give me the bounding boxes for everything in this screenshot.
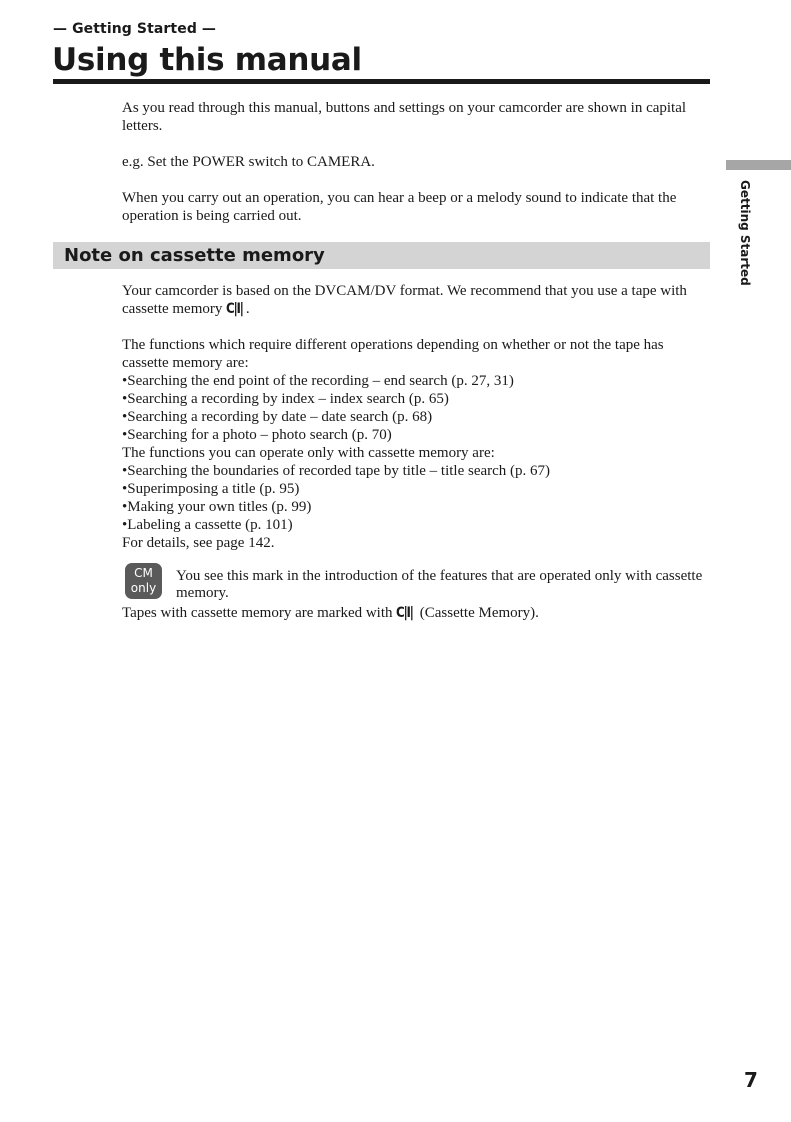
list-item: •Searching a recording by date – date search (p. 68) bbox=[122, 409, 433, 425]
functions-block bbox=[122, 336, 712, 552]
cassette-intro-end: . bbox=[245, 301, 250, 317]
cm-only-badge-icon: CM only bbox=[125, 563, 162, 599]
list-item: •Labeling a cassette (p. 101) bbox=[122, 517, 293, 533]
page-number: 7 bbox=[744, 1068, 758, 1092]
list2-intro: The functions you can operate only with cassette memory are: bbox=[122, 445, 495, 461]
list1-intro: The functions which require different operations depending on whether or not the tape has cassette memory are: bbox=[122, 337, 664, 371]
list-item: •Searching the end point of the recording – end search (p. 27, 31) bbox=[122, 373, 514, 389]
list-item: •Superimposing a title (p. 95) bbox=[122, 481, 300, 497]
list-item: •Searching the boundaries of recorded tape by title – title search (p. 67) bbox=[122, 463, 551, 479]
intro-paragraph-1: As you read through this manual, buttons and settings on your camcorder are shown in capital letters. bbox=[122, 100, 687, 134]
list-item: •Searching a recording by index – index search (p. 65) bbox=[122, 391, 449, 407]
cassette-memory-icon: C|I| bbox=[396, 605, 414, 621]
tapes-note: Tapes with cassette memory are marked with C|I| (Cassette Memory). bbox=[122, 605, 539, 621]
list-item: •Searching for a photo – photo search (p. 70) bbox=[122, 427, 392, 443]
section-label: — Getting Started — bbox=[53, 21, 217, 37]
side-tab-label: Getting Started bbox=[738, 180, 752, 286]
title-rule bbox=[53, 79, 710, 84]
section-heading: Note on cassette memory bbox=[64, 245, 325, 266]
details-reference: For details, see page 142. bbox=[122, 535, 275, 551]
page-title: Using this manual bbox=[52, 42, 362, 78]
list-item: •Making your own titles (p. 99) bbox=[122, 499, 312, 515]
side-tab-bar bbox=[726, 160, 791, 170]
cassette-intro-text: Your camcorder is based on the DVCAM/DV format. We recommend that you use a tape with cassette memory bbox=[122, 283, 687, 317]
cassette-memory-icon: C|I| bbox=[226, 301, 243, 317]
badge-explanation: You see this mark in the introduction of the features that are operated only with cassette memory. bbox=[176, 568, 703, 601]
intro-paragraph-2: e.g. Set the POWER switch to CAMERA. bbox=[122, 154, 375, 170]
cassette-intro-paragraph bbox=[122, 282, 712, 318]
intro-paragraph-3: When you carry out an operation, you can hear a beep or a melody sound to indicate that the operation is being carried out. bbox=[122, 190, 677, 224]
